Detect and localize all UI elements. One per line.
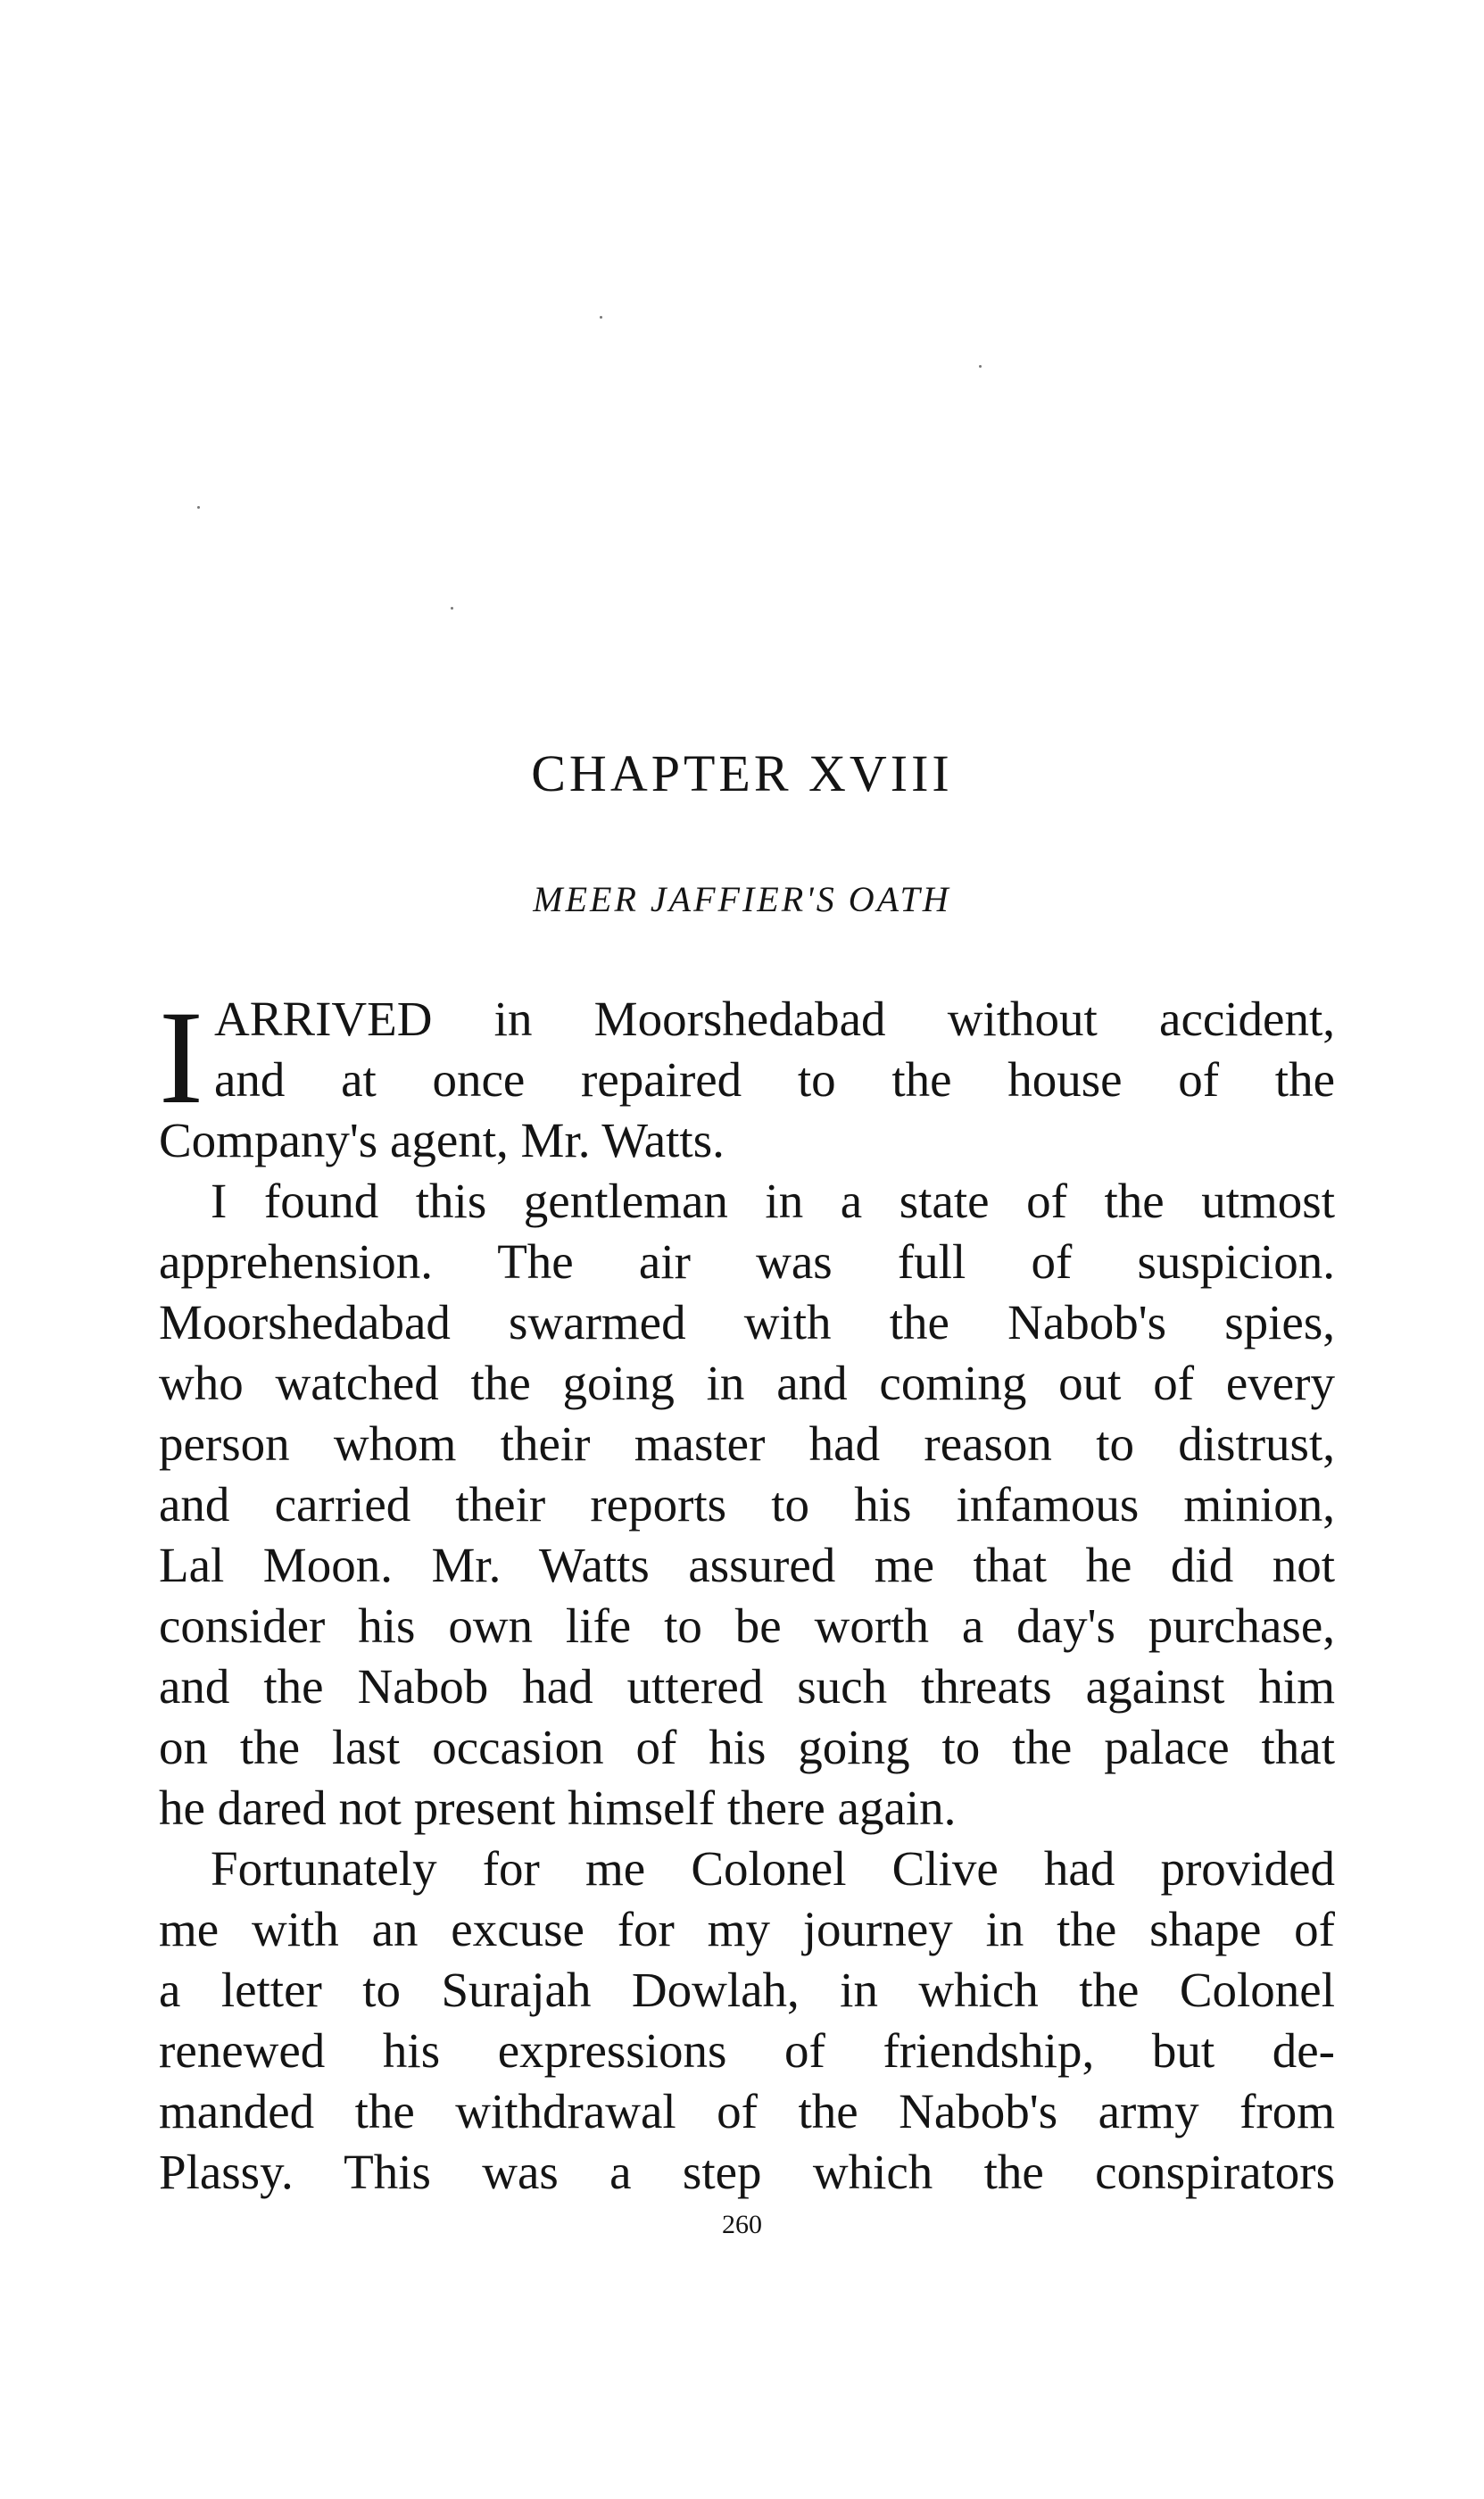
text-line: renewed his expressions of friendship, but de- xyxy=(159,2023,1335,2078)
text-line: who watched the going in and coming out of every xyxy=(159,1356,1335,1410)
text-line: ARRIVED in Moorshedabad without accident, xyxy=(214,992,1335,1046)
text-line: Fortunately for me Colonel Clive had provided xyxy=(211,1841,1335,1896)
text-line: a letter to Surajah Dowlah, in which the Colonel xyxy=(159,1963,1335,2017)
text-line: and carried their reports to his infamous minion, xyxy=(159,1477,1335,1532)
text-line: I found this gentleman in a state of the utmost xyxy=(211,1174,1335,1228)
text-line: Plassy. This was a step which the conspirators xyxy=(159,2145,1335,2199)
paper-speck xyxy=(979,365,982,368)
paragraph-1 xyxy=(159,984,1335,1171)
text-line: Lal Moon. Mr. Watts assured me that he did not xyxy=(159,1538,1335,1592)
chapter-subtitle: MEER JAFFIER'S OATH xyxy=(533,879,951,919)
text-line: consider his own life to be worth a day's purchase, xyxy=(159,1598,1335,1653)
text-line: he dared not present himself there again. xyxy=(159,1781,957,1835)
text-line: apprehension. The air was full of suspicion. xyxy=(159,1234,1335,1289)
paragraph-3 xyxy=(159,1839,1335,2203)
text-line: me with an excuse for my journey in the shape of xyxy=(159,1902,1335,1956)
paper-speck xyxy=(600,316,602,319)
text-line: on the last occasion of his going to the palace that xyxy=(159,1720,1335,1774)
paper-speck xyxy=(451,607,453,610)
paper-speck xyxy=(197,506,200,509)
text-line: Moorshedabad swarmed with the Nabob's spies, xyxy=(159,1295,1335,1349)
page-number: 260 xyxy=(722,2210,762,2239)
text-line: and at once repaired to the house of the xyxy=(214,1052,1335,1107)
drop-cap: I xyxy=(159,984,203,1132)
text-line: Company's agent, Mr. Watts. xyxy=(159,1113,725,1167)
chapter-title: CHAPTER XVIII xyxy=(531,744,953,802)
text-line: manded the withdrawal of the Nabob's army from xyxy=(159,2084,1335,2138)
text-line: person whom their master had reason to distrust, xyxy=(159,1416,1335,1471)
paragraph-2 xyxy=(159,1171,1335,1839)
text-line: and the Nabob had uttered such threats against him xyxy=(159,1659,1335,1714)
body-text xyxy=(159,984,1335,2203)
